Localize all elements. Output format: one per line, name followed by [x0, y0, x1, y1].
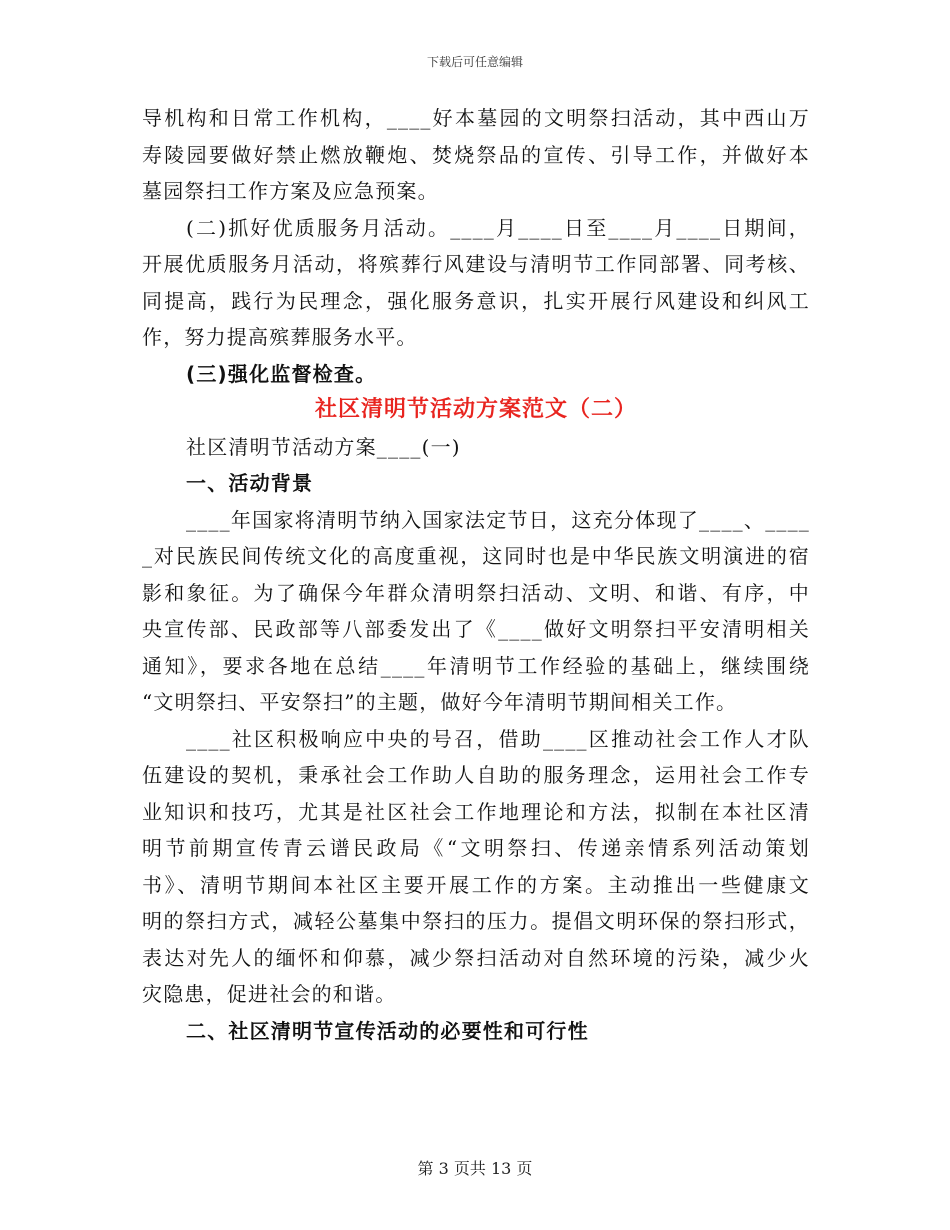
- paragraph-line: 明的祭扫方式，减轻公墓集中祭扫的压力。提倡文明环保的祭扫形式，: [142, 909, 810, 933]
- paragraph-line: 同提高，践行为民理念，强化服务意识，扎实开展行风建设和纠风工: [142, 288, 810, 313]
- paragraph-line: 导机构和日常工作机构，____好本墓园的文明祭扫活动，其中西山万: [142, 106, 810, 130]
- section-heading: 二、社区清明节宣传活动的必要性和可行性: [186, 1018, 589, 1043]
- paragraph-line: (二)抓好优质服务月活动。____月____日至____月____日期间，: [186, 215, 810, 240]
- paragraph-line: 作，努力提高殡葬服务水平。: [142, 325, 418, 349]
- paragraph-line: “文明祭扫、平安祭扫”的主题，做好今年清明节期间相关工作。: [142, 690, 738, 714]
- page-footer: 第 3 页共 13 页: [417, 1159, 533, 1178]
- paragraph-line: ____年国家将清明节纳入国家法定节日，这充分体现了____、____: [186, 507, 810, 532]
- paragraph-line: 灾隐患，促进社会的和谐。: [142, 982, 397, 1006]
- paragraph-line: 影和象征。为了确保今年群众清明祭扫活动、文明、和谐、有序，中: [142, 580, 810, 605]
- paragraph-line: 书》、清明节期间本社区主要开展工作的方案。主动推出一些健康文: [142, 872, 810, 897]
- paragraph-line: 明节前期宣传青云谱民政局《“文明祭扫、传递亲情系列活动策划: [142, 836, 810, 860]
- paragraph-line: _对民族民间传统文化的高度重视，这同时也是中华民族文明演进的宿: [142, 544, 810, 568]
- paragraph-line: ____社区积极响应中央的号召，借助____区推动社会工作人才队: [186, 726, 810, 751]
- section-heading: (三)强化监督检查。: [186, 361, 377, 386]
- document-body: [142, 108, 810, 1057]
- paragraph-line: 央宣传部、民政部等八部委发出了《____做好文明祭扫平安清明相关: [142, 617, 810, 641]
- paragraph-line: 开展优质服务月活动，将殡葬行风建设与清明节工作同部署、同考核、: [142, 252, 810, 276]
- paragraph-line: 寿陵园要做好禁止燃放鞭炮、焚烧祭品的宣传、引导工作，并做好本: [142, 142, 810, 167]
- paragraph-line: 墓园祭扫工作方案及应急预案。: [142, 179, 439, 203]
- document-title: 社区清明节活动方案范文（二）: [314, 397, 637, 422]
- page-header: 下载后可任意编辑: [426, 55, 523, 69]
- paragraph-line: 表达对先人的缅怀和仰慕，减少祭扫活动对自然环境的污染，减少火: [142, 945, 810, 970]
- paragraph-line: 通知》，要求各地在总结____年清明节工作经验的基础上，继续围绕: [142, 653, 810, 678]
- paragraph-line: 社区清明节活动方案____(一): [186, 434, 461, 459]
- section-heading: 一、活动背景: [186, 471, 314, 495]
- paragraph-line: 伍建设的契机，秉承社会工作助人自助的服务理念，运用社会工作专: [142, 763, 810, 787]
- paragraph-line: 业知识和技巧，尤其是社区社会工作地理论和方法，拟制在本社区清: [142, 799, 810, 824]
